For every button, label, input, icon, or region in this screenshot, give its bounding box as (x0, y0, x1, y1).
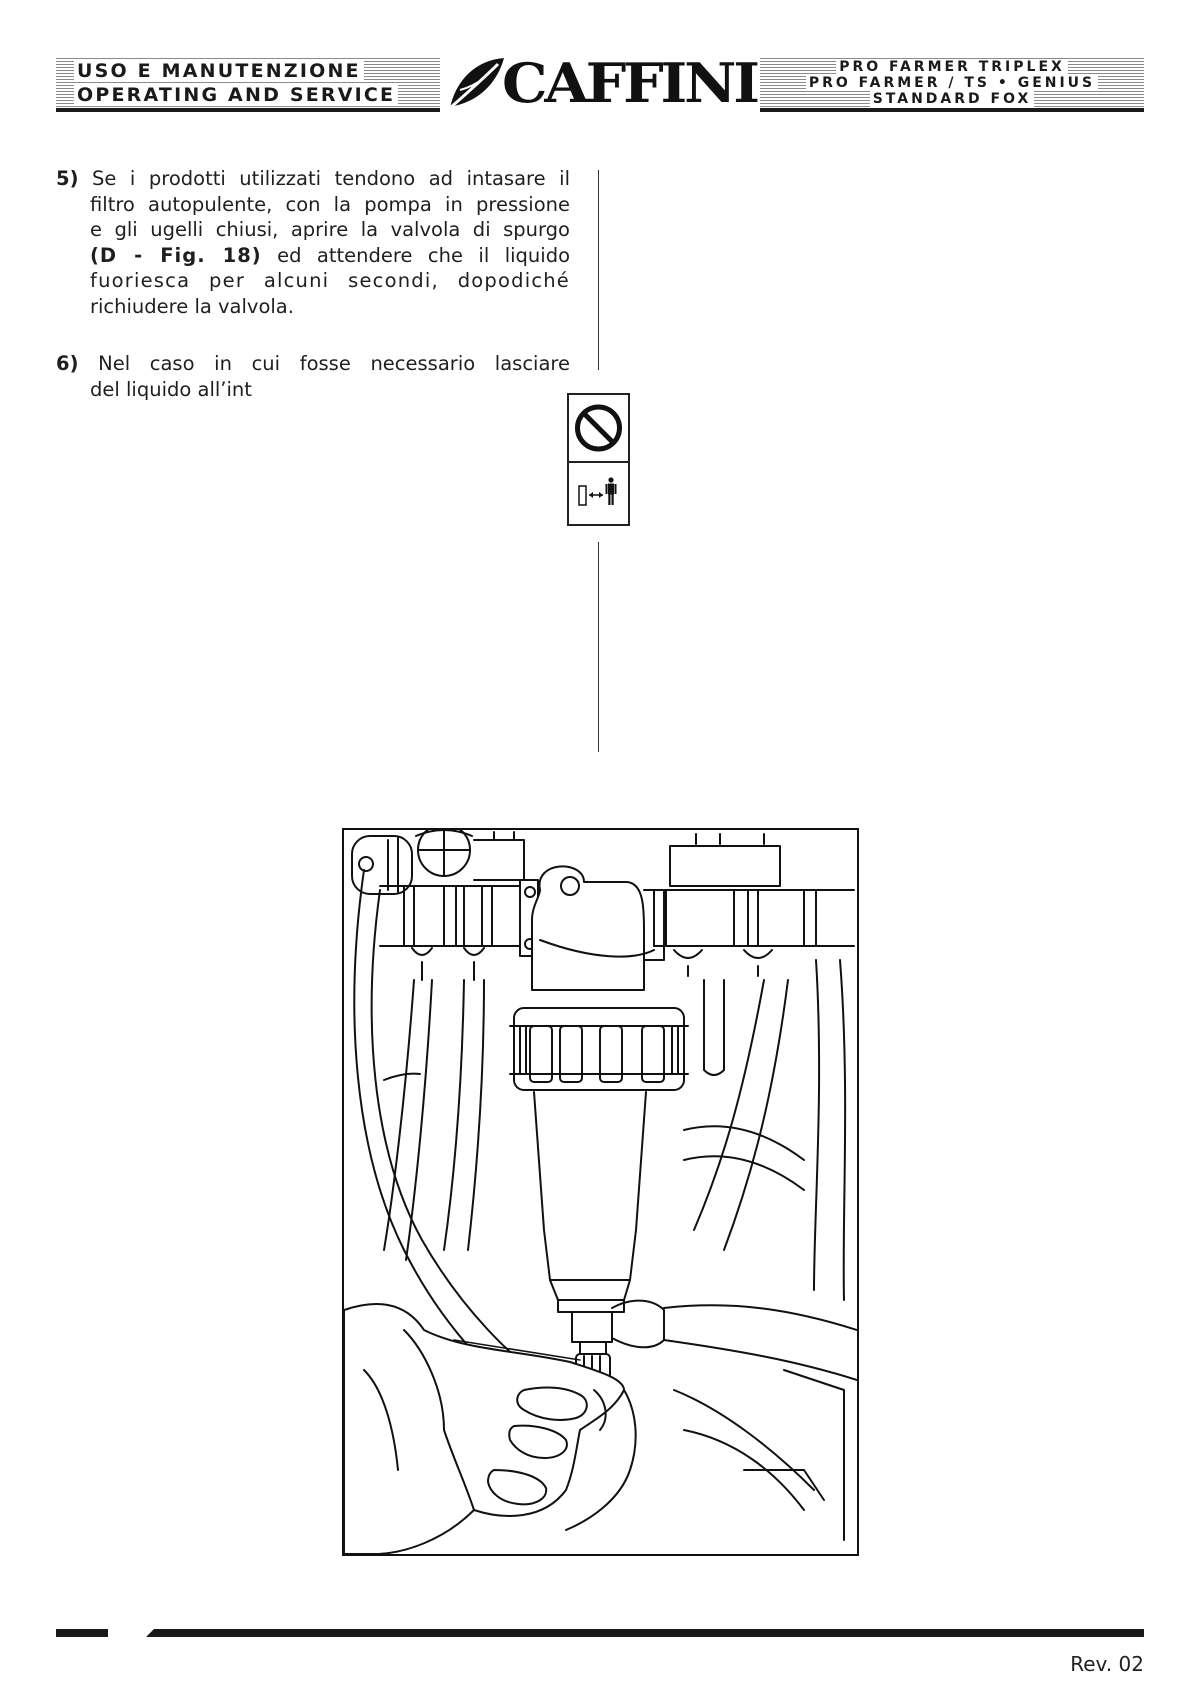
header-title-it: USO E MANUTENZIONE (74, 60, 364, 82)
column-divider-bottom (598, 542, 599, 752)
step-5-line-4: ed attendere che il liquido (277, 243, 570, 267)
step-5-number: 5) (56, 167, 79, 190)
step-5 (56, 166, 570, 319)
header-model-1: PRO FARMER TRIPLEX (760, 59, 1144, 75)
revision-label: Rev. 02 (1070, 1652, 1144, 1676)
safety-pictogram (567, 393, 630, 526)
column-divider-top (598, 170, 599, 370)
step-6 (56, 351, 570, 402)
brand-name: CAFFINI (502, 51, 757, 115)
header-left-banner (56, 56, 440, 112)
step-5-line-2: filtro autopulente, con la pompa in pressione (90, 192, 570, 216)
step-5-line-3: e gli ugelli chiusi, aprire la valvola di spurgo (90, 218, 570, 241)
figure-18-illustration (342, 828, 859, 1556)
filter-purge-valve-drawing (344, 830, 857, 1554)
footer-rule-notch (146, 1629, 154, 1637)
step-6-line-2: del liquido all’int (90, 377, 252, 401)
footer-rule (146, 1629, 1144, 1637)
caffini-logo (446, 50, 756, 116)
figure-reference: (D - Fig. 18) (90, 243, 262, 267)
header-model-2: PRO FARMER / TS • GENIUS (760, 75, 1144, 91)
step-5-line-5: fuoriesca per alcuni secondi, dopodiché (90, 269, 570, 292)
header-model-3: STANDARD FOX (760, 91, 1144, 107)
step-5-line-6: richiudere la valvola. (90, 294, 294, 318)
step-5-line-1: Se i prodotti utilizzati tendono ad intasare il (92, 167, 570, 190)
safety-distance-person-icon (569, 463, 628, 526)
header-title-en: OPERATING AND SERVICE (74, 84, 398, 106)
footer-rule-left (56, 1629, 108, 1637)
step-6-line-1: Nel caso in cui fosse necessario lasciare (98, 352, 570, 375)
header-right-banner (760, 56, 1144, 112)
prohibition-icon (569, 395, 628, 459)
step-6-number: 6) (56, 352, 79, 375)
leaf-logo-icon (446, 50, 506, 116)
